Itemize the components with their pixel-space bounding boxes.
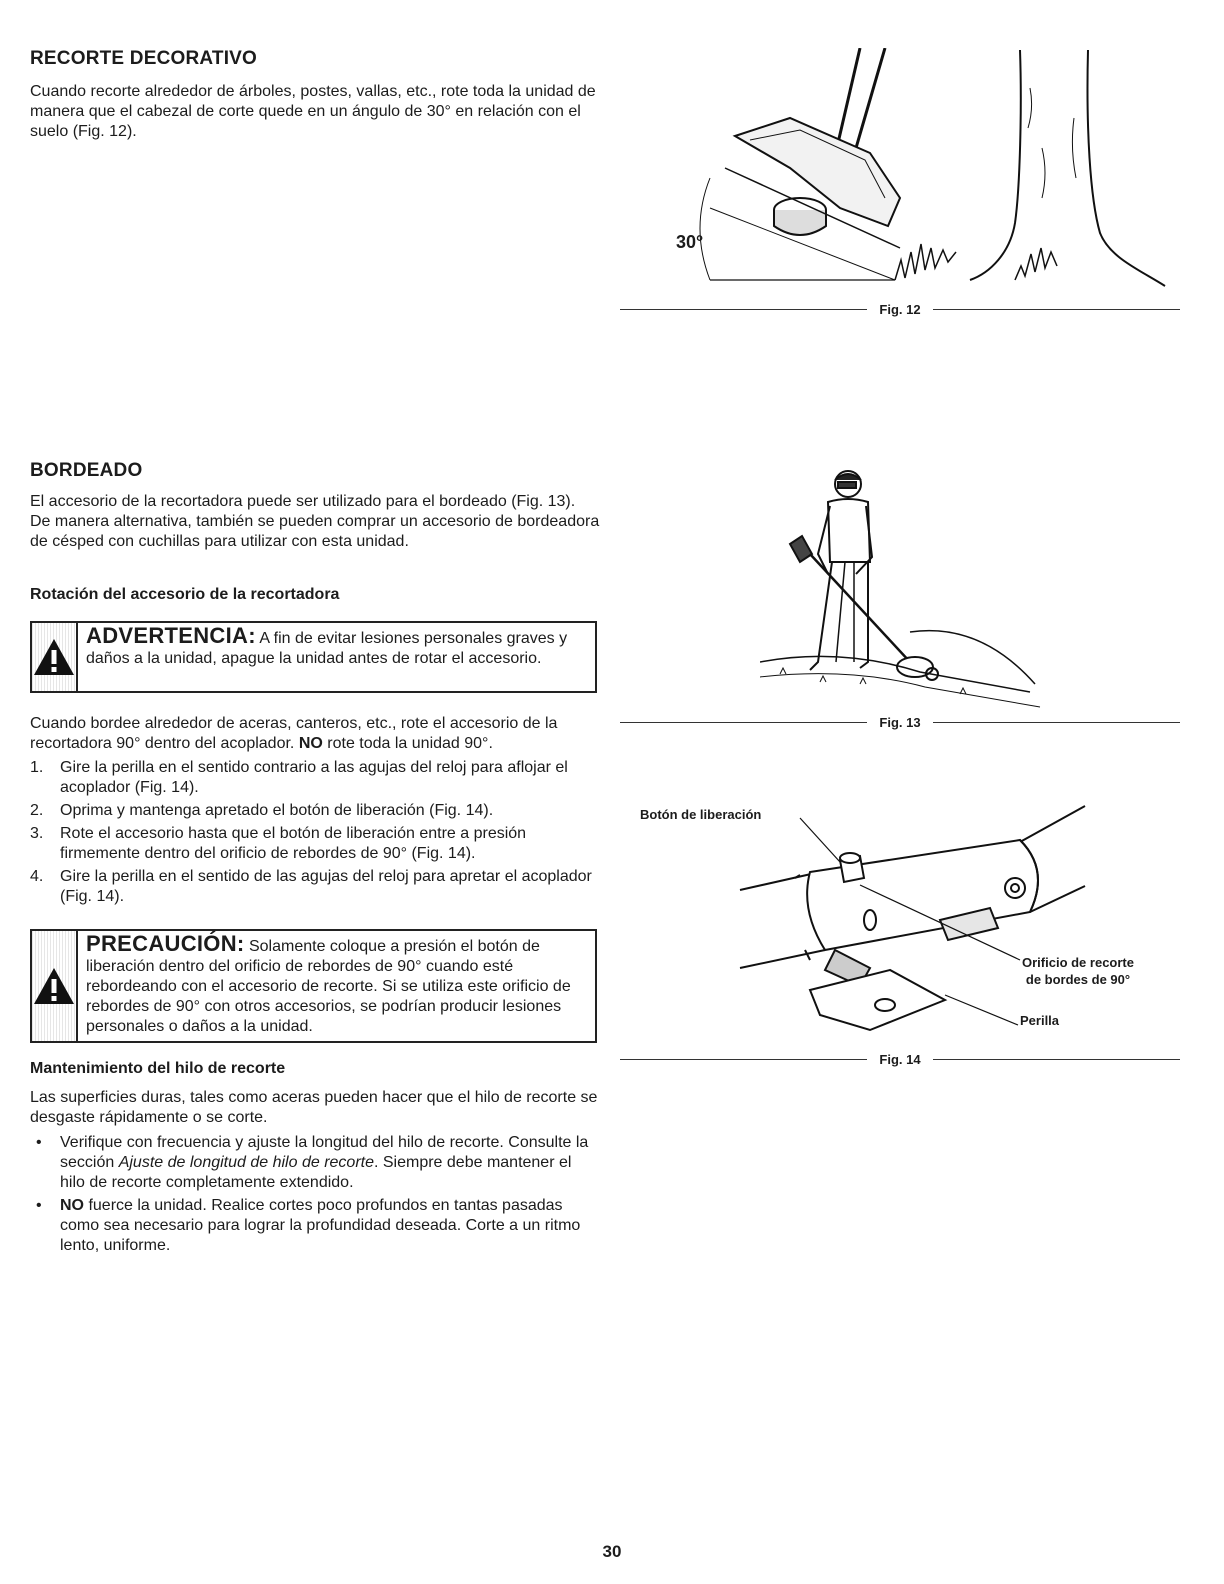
subtitle-rotacion: Rotación del accesorio de la recortadora: [30, 586, 340, 603]
paragraph-recorte-decorativo: Cuando recorte alrededor de árboles, postes, vallas, etc., rote toda la unidad de manera que el cabezal de corte quede en un ángulo de 30° en relación con el suelo (Fig. 12).: [30, 83, 596, 140]
list-item: [30, 758, 600, 798]
caution-text: [78, 931, 595, 1041]
step-text: Oprima y mantenga apretado el botón de liberación (Fig. 14).: [60, 802, 494, 819]
caution-body: Solamente coloque a presión el botón de liberación dentro del orificio de rebordes de 90° cuando esté rebordeando con el accesorio de recorte. Si se utiliza este orificio de rebordes de 90° con otros accesorios, se podrían producir lesiones personales o daños a la unidad.: [86, 938, 571, 1035]
step-number: 1.: [30, 759, 44, 776]
list-item: [30, 801, 600, 821]
bullet1-text-pre: Verifique con frecuencia y ajuste la longitud del hilo de recorte. Consulte la sección: [60, 1134, 589, 1171]
step-text: Gire la perilla en el sentido de las agujas del reloj para apretar el acoplador (Fig. 14).: [60, 868, 592, 905]
paragraph-mantenimiento: Las superficies duras, tales como aceras pueden hacer que el hilo de recorte se desgaste rápidamente o se corte.: [30, 1089, 598, 1126]
caution-label: PRECAUCIÓN:: [86, 931, 245, 956]
hole-label-line1: Orificio de recorte: [1022, 955, 1134, 970]
caption-rule-right: [933, 1059, 1180, 1060]
label-90-degree-hole: [1022, 954, 1134, 988]
figure-13-edging: [760, 462, 1050, 712]
fig14-caption: [620, 1052, 1180, 1067]
caption-rule-right: [933, 722, 1180, 723]
fig12-angle-label: 30°: [676, 232, 704, 252]
caption-rule-left: [620, 722, 867, 723]
bullet1-section-ref: Ajuste de longitud de hilo de recorte: [118, 1154, 374, 1171]
caption-rule-left: [620, 309, 867, 310]
list-item: [30, 1196, 600, 1256]
caption-rule-left: [620, 1059, 867, 1060]
fig13-caption: [620, 715, 1180, 730]
warning-body: A fin de evitar lesiones personales graves y daños a la unidad, apague la unidad antes de rotar el accesorio.: [86, 630, 568, 667]
bullet2-no-bold: NO: [60, 1197, 84, 1214]
maintenance-bullets: [30, 1133, 600, 1259]
list-item: [30, 824, 600, 864]
warning-triangle-icon: [32, 623, 78, 691]
steps-list: [30, 758, 600, 910]
figure-14-coupler: [730, 800, 1110, 1040]
step-text: Rote el accesorio hasta que el botón de liberación entre a presión firmemente dentro del orificio de rebordes de 90° (Fig. 14).: [60, 825, 527, 862]
bullet1-text-post: . Siempre debe mantener el hilo de recorte completamente extendido.: [60, 1154, 572, 1191]
intro-text-post: rote toda la unidad 90°.: [327, 735, 493, 752]
paragraph-bordeado: El accesorio de la recortadora puede ser utilizado para el bordeado (Fig. 13). De manera alternativa, también se pueden comprar un accesorio de bordeadora de césped con cuchillas para utilizar con esta unidad.: [30, 493, 600, 550]
intro-text-pre: Cuando bordee alrededor de aceras, canteros, etc., rote el accesorio de la recortadora 90° dentro del acoplador.: [30, 715, 558, 752]
caution-triangle-icon: [32, 931, 78, 1041]
fig12-caption-label: Fig. 12: [879, 302, 921, 317]
step-number: 4.: [30, 868, 44, 885]
paragraph-rotate-intro: [30, 714, 600, 754]
label-knob: Perilla: [1020, 1013, 1060, 1028]
section-title-bordeado: BORDEADO: [30, 460, 143, 481]
warning-label: ADVERTENCIA:: [86, 623, 256, 648]
fig14-caption-label: Fig. 14: [879, 1052, 921, 1067]
fig12-caption: [620, 302, 1180, 317]
hole-label-line2: de bordes de 90°: [1025, 972, 1131, 987]
step-number: 3.: [30, 825, 44, 842]
fig14-illustration: [730, 800, 1110, 1040]
subtitle-mantenimiento: Mantenimiento del hilo de recorte: [30, 1060, 286, 1077]
list-item: [30, 1133, 600, 1193]
bullet2-text: fuerce la unidad. Realice cortes poco profundos en tantas pasadas como sea necesario para lograr la profundidad deseada. Corte a un ritmo lento, uniforme.: [60, 1197, 581, 1254]
warning-box: [30, 621, 597, 693]
label-release-button: Botón de liberación: [640, 807, 762, 822]
fig13-illustration: [760, 462, 1050, 712]
fig13-caption-label: Fig. 13: [879, 715, 921, 730]
list-item: [30, 867, 600, 907]
figure-12-tree-trimming: [670, 48, 1180, 298]
section-title-recorte-decorativo: RECORTE DECORATIVO: [30, 48, 258, 69]
fig12-illustration: [670, 48, 1180, 298]
bullet-mark: •: [36, 1134, 42, 1151]
step-number: 2.: [30, 802, 44, 819]
warning-text: [78, 623, 595, 691]
bullet-mark: •: [36, 1197, 42, 1214]
step-text: Gire la perilla en el sentido contrario a las agujas del reloj para aflojar el acoplador (Fig. 14).: [60, 759, 568, 796]
page-number: 30: [602, 1542, 622, 1561]
caution-box: [30, 929, 597, 1043]
caption-rule-right: [933, 309, 1180, 310]
intro-no-bold: NO: [298, 735, 323, 752]
